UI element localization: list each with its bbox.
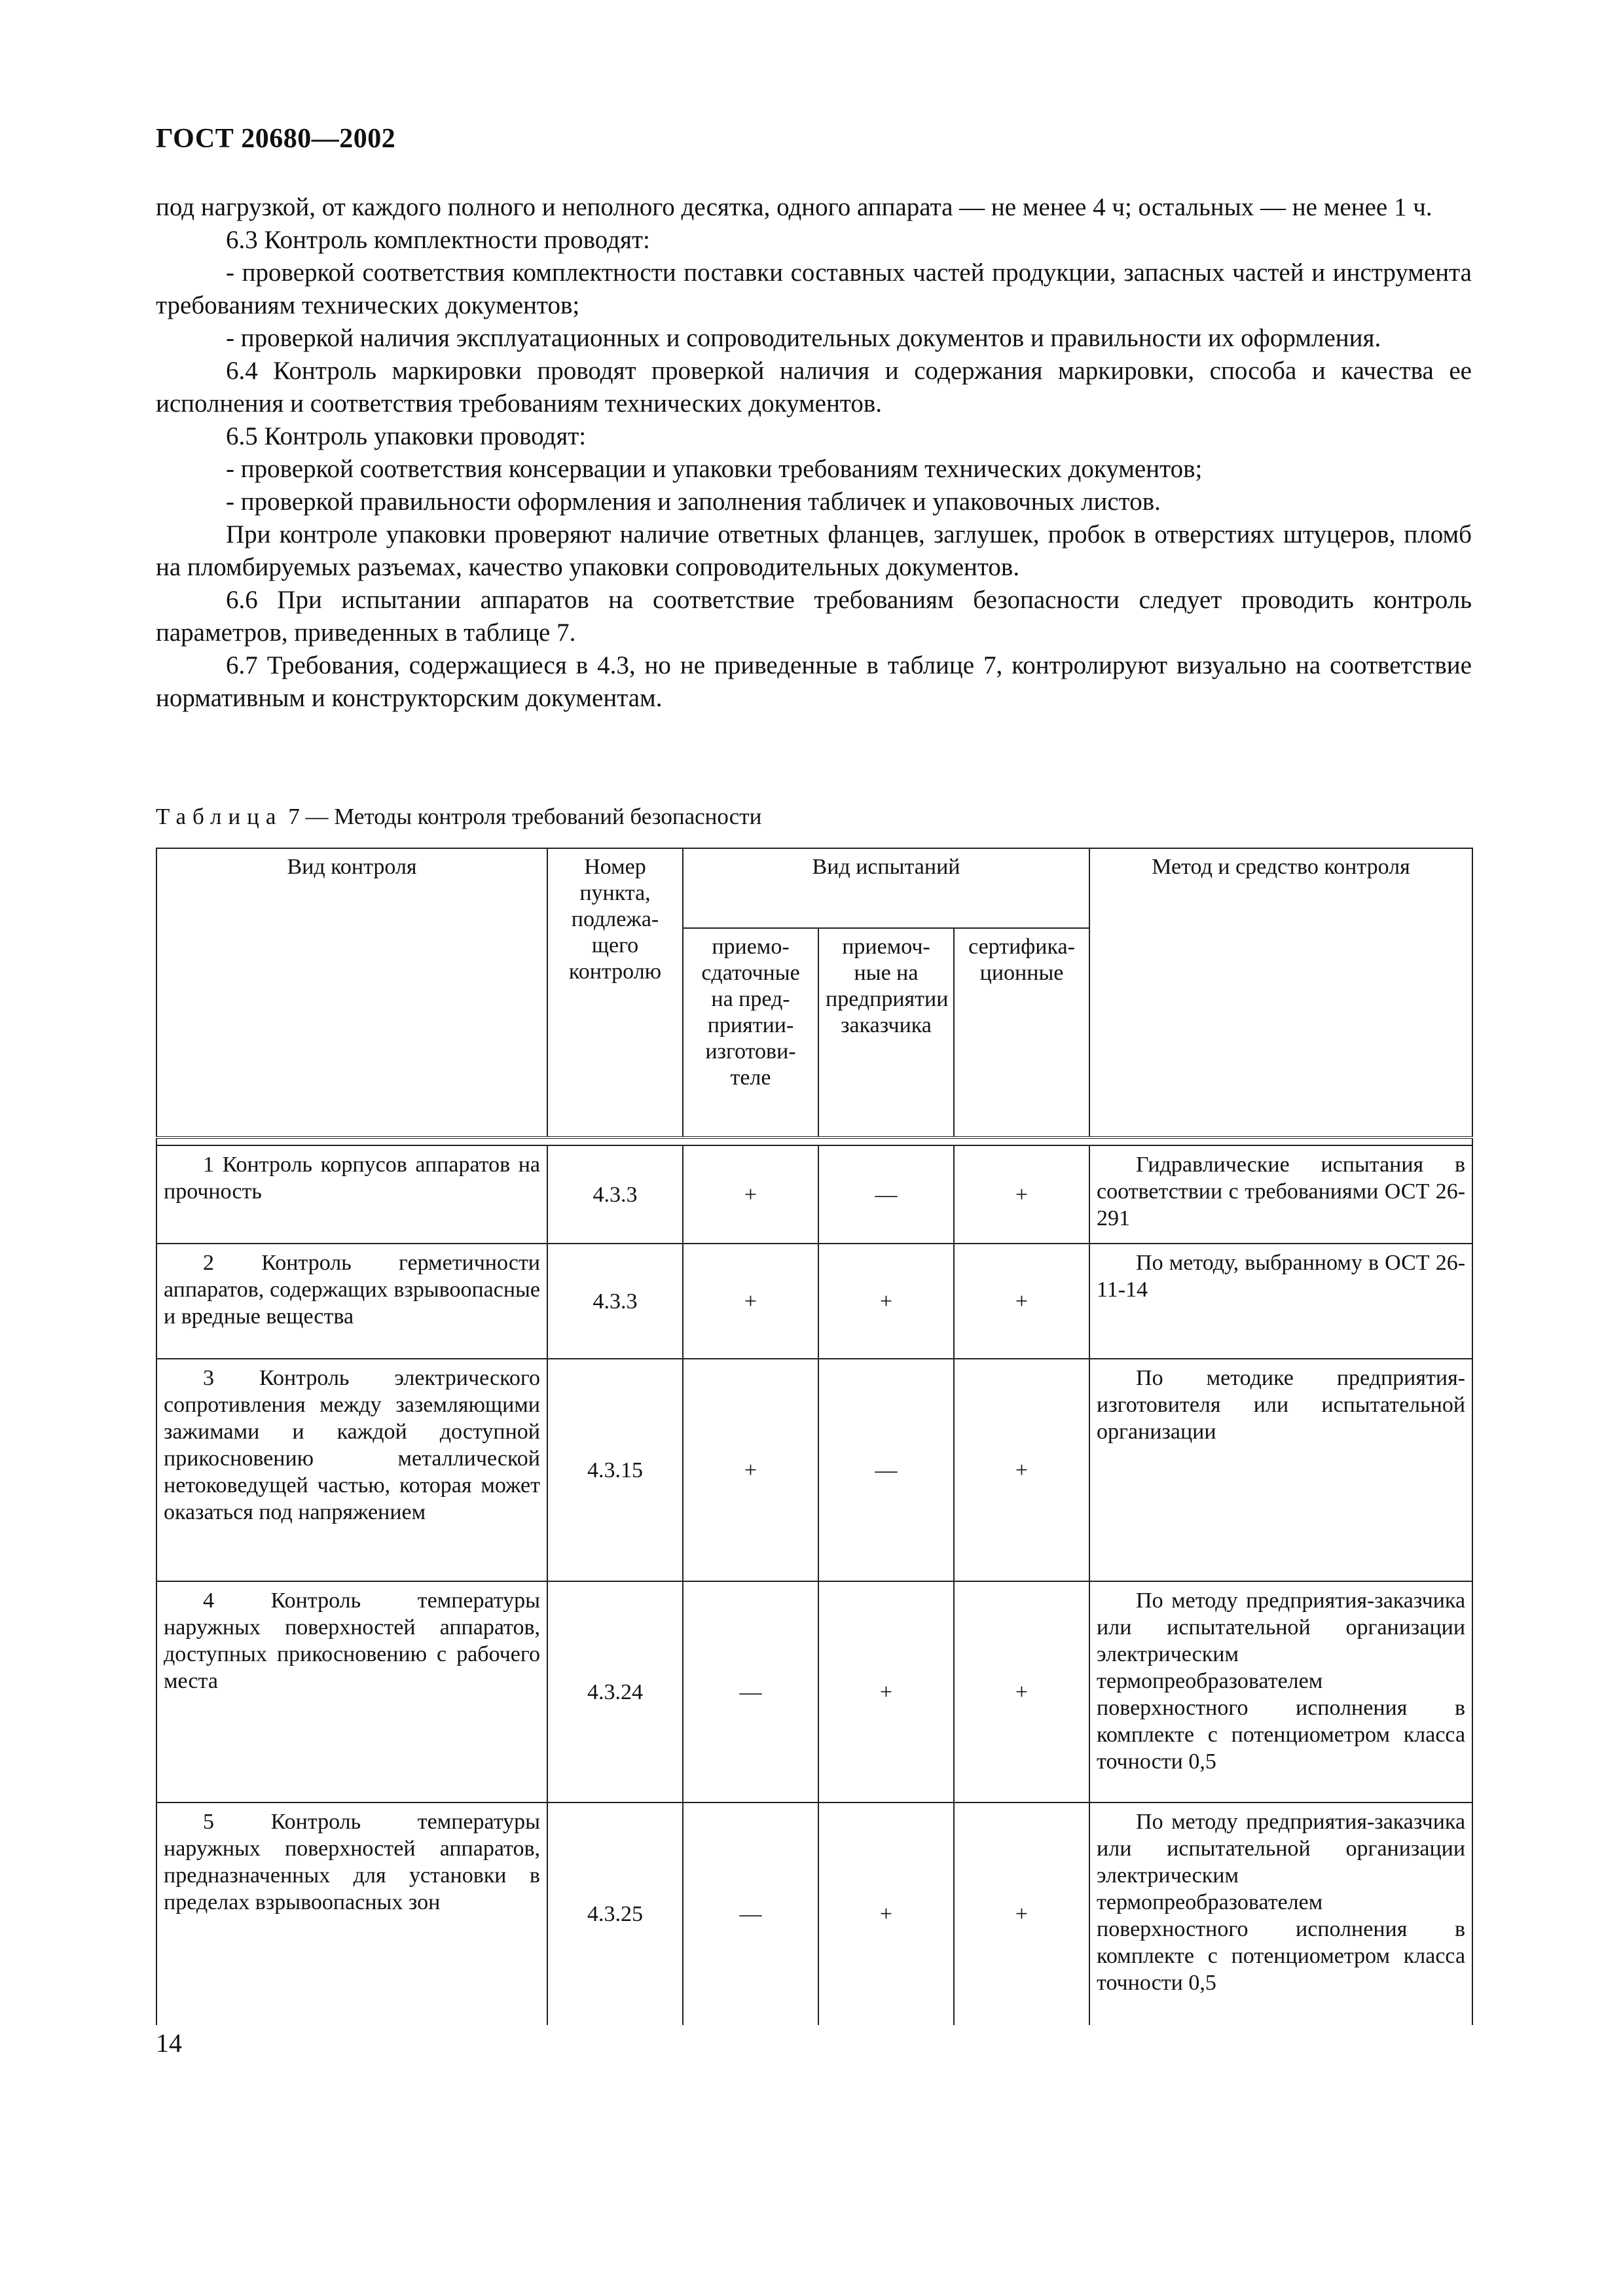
table-row [156, 1359, 1472, 1581]
table-row [156, 1803, 1472, 2025]
header-priemochnye: приемоч- ные на предприятии заказчика [818, 928, 954, 1138]
header-vid-ispytaniy: Вид испытаний [683, 848, 1089, 928]
row-test2: — [818, 1145, 954, 1244]
row-control: 1 Контроль корпусов аппаратов на прочность [156, 1145, 547, 1244]
paragraph: под нагрузкой, от каждого полного и неполного десятка, одного аппарата — не менее 4 ч; остальных — не менее 1 ч. [156, 193, 1432, 221]
row-control: 4 Контроль температуры наружных поверхностей аппаратов, доступных прикосновению с рабочего места [156, 1581, 547, 1803]
paragraph: 6.4 Контроль маркировки проводят проверкой наличия и содержания маркировки, способа и качества ее исполнения и соответствия требованиям технических документов. [156, 357, 1472, 418]
row-test3: + [954, 1359, 1089, 1581]
row-test1: + [683, 1145, 818, 1244]
table-caption-text: 7 — Методы контроля требований безопасности [282, 804, 762, 829]
table-caption [156, 804, 761, 830]
row-control: 2 Контроль герметичности аппаратов, содержащих взрывоопасные и вредные вещества [156, 1244, 547, 1359]
row-test3: + [954, 1145, 1089, 1244]
safety-methods-table [156, 848, 1473, 2025]
row-test3: + [954, 1803, 1089, 2025]
row-clause: 4.3.24 [547, 1581, 683, 1803]
row-method: По методу, выбранному в ОСТ 26-11-14 [1089, 1244, 1472, 1359]
table-row [156, 1244, 1472, 1359]
table-row [156, 1581, 1472, 1803]
row-test3: + [954, 1581, 1089, 1803]
paragraph: При контроле упаковки проверяют наличие ответных фланцев, заглушек, пробок в отверстиях штуцеров, пломб на пломбируемых разъемах, качество упаковки сопроводительных документов. [156, 520, 1472, 581]
header-priemo-sdatochnye: приемо- сдаточные на пред- приятии- изготови- теле [683, 928, 818, 1138]
row-test1: — [683, 1581, 818, 1803]
row-test2: + [818, 1581, 954, 1803]
row-method: По методике предприятия-изготовителя или испытательной организации [1089, 1359, 1472, 1581]
page-number: 14 [156, 2028, 182, 2058]
row-test1: + [683, 1244, 818, 1359]
paragraph: 6.3 Контроль комплектности проводят: [226, 226, 650, 254]
row-control: 3 Контроль электрического сопротивления между заземляющими зажимами и каждой доступной прикосновению металлической нетоковедущей частью, которая может оказаться под напряжением [156, 1359, 547, 1581]
row-control: 5 Контроль температуры наружных поверхностей аппаратов, предназначенных для установки в пределах взрывоопасных зон [156, 1803, 547, 2025]
row-test2: — [818, 1359, 954, 1581]
paragraph: 6.7 Требования, содержащиеся в 4.3, но не приведенные в таблице 7, контролируют визуально на соответствие нормативным и конструкторским документам. [156, 651, 1472, 712]
row-method: Гидравлические испытания в соответствии с требованиями ОСТ 26-291 [1089, 1145, 1472, 1244]
paragraph: - проверкой наличия эксплуатационных и сопроводительных документов и правильности их оформления. [226, 324, 1381, 352]
paragraph: 6.6 При испытании аппаратов на соответствие требованиям безопасности следует проводить контроль параметров, приведенных в таблице 7. [156, 586, 1472, 647]
paragraph: - проверкой правильности оформления и заполнения табличек и упаковочных листов. [226, 488, 1161, 516]
table-row [156, 1145, 1472, 1244]
paragraph: 6.5 Контроль упаковки проводят: [226, 422, 587, 450]
row-method: По методу предприятия-заказчика или испытательной организации электрическим термопреобразователем поверхностного исполнения в комплекте с потенциометром класса точности 0,5 [1089, 1803, 1472, 2025]
header-vid-kontrolya: Вид контроля [156, 848, 547, 1138]
header-sertifikatsionnye: сертифика- ционные [954, 928, 1089, 1138]
row-method: По методу предприятия-заказчика или испытательной организации электрическим термопреобразователем поверхностного исполнения в комплекте с потенциометром класса точности 0,5 [1089, 1581, 1472, 1803]
row-clause: 4.3.25 [547, 1803, 683, 2025]
body-text [156, 191, 1472, 715]
paragraph: - проверкой соответствия комплектности поставки составных частей продукции, запасных частей и инструмента требованиям технических документов; [156, 259, 1472, 319]
paragraph: - проверкой соответствия консервации и упаковки требованиям технических документов; [226, 455, 1203, 483]
table-caption-word: Таблица [156, 804, 283, 829]
row-clause: 4.3.15 [547, 1359, 683, 1581]
row-test1: + [683, 1359, 818, 1581]
row-test2: + [818, 1803, 954, 2025]
row-test1: — [683, 1803, 818, 2025]
row-clause: 4.3.3 [547, 1145, 683, 1244]
document-header: ГОСТ 20680—2002 [156, 124, 396, 154]
header-metod: Метод и средство контроля [1089, 848, 1472, 1138]
row-test2: + [818, 1244, 954, 1359]
row-clause: 4.3.3 [547, 1244, 683, 1359]
header-nomer-punkta: Номер пункта, подлежа- щего контролю [547, 848, 683, 1138]
row-test3: + [954, 1244, 1089, 1359]
